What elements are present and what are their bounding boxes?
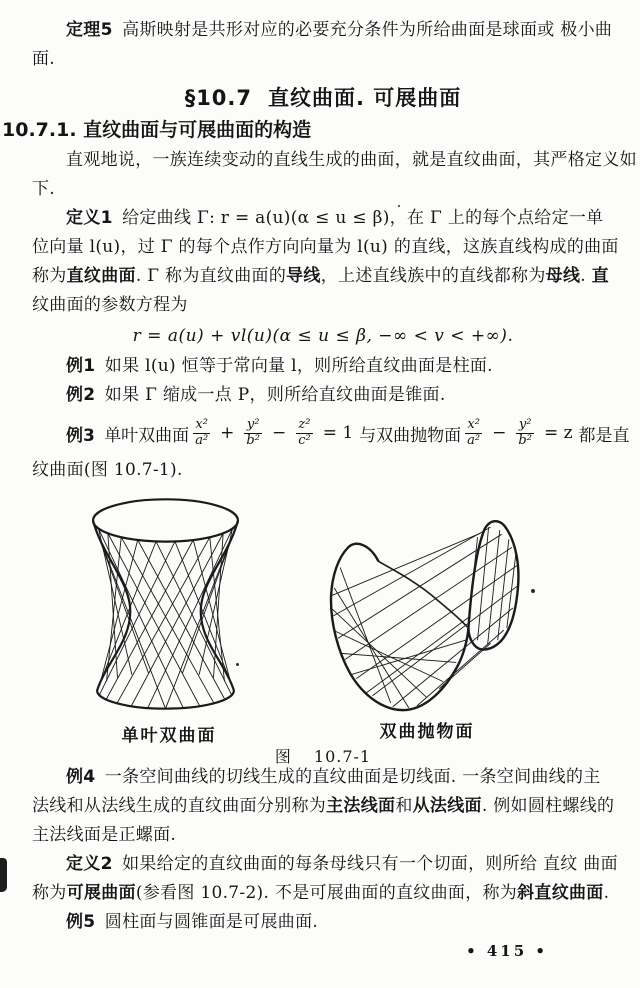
hyperboloid-ruling-line (99, 541, 175, 695)
example-4-line-2 (32, 792, 614, 821)
definition-2-label: 定义2 (66, 854, 113, 874)
example-5 (32, 908, 614, 937)
definition-1-line-4: 纹曲面的参数方程为 (32, 295, 188, 315)
definition-1 (32, 204, 619, 320)
fraction-z2-c2 (296, 418, 313, 449)
denominator: c² (298, 432, 311, 448)
hyperboloid-rulings (94, 523, 238, 709)
figure-10-7-1 (32, 489, 614, 766)
term-binormal-surface: 从法线面 (412, 796, 482, 816)
equals-one: = 1 (322, 423, 354, 443)
example-2-text: 如果 Γ 缩成一点 P，则所给直纹曲面是锥面. (104, 385, 446, 405)
caption-hyperbolic-paraboloid: 双曲抛物面 (379, 722, 475, 742)
intro-line-2: 下. (32, 179, 56, 199)
text-run: . Γ 称为直纹曲面的 (135, 266, 287, 286)
figure-caption (32, 744, 614, 767)
definition-1-line-3 (32, 262, 614, 291)
ink-smudge (0, 858, 7, 892)
numerator: z² (298, 416, 311, 432)
caption-hyperboloid: 单叶双曲面 (121, 726, 217, 746)
term-generator: 母线 (545, 266, 581, 286)
definition-2 (32, 850, 618, 908)
example-3-pre: 单叶双曲面 (104, 425, 190, 446)
hyperboloid-ruling-line (175, 541, 234, 690)
intro-paragraph (32, 146, 637, 204)
term-developable-surface: 可展曲面 (66, 883, 136, 903)
example-4-label: 例4 (66, 767, 96, 787)
example-2-label: 例2 (66, 385, 96, 405)
example-1-label: 例1 (66, 356, 96, 376)
definition-1-label: 定义1 (66, 208, 113, 228)
hyperboloid-ruling-line (148, 529, 233, 709)
denominator: a² (467, 432, 481, 448)
text-run: . (603, 883, 610, 903)
figure-number: 10.7-1 (313, 747, 372, 766)
example-5-text: 圆柱面与圆锥面是可展曲面. (104, 912, 319, 932)
fraction-x2-a2-2 (465, 418, 482, 449)
subsection-heading: 10.7.1. 直纹曲面与可展曲面的构造 (2, 119, 312, 141)
hyperboloid-ruling-line (97, 541, 156, 690)
numerator: x² (467, 416, 480, 432)
theorem-paragraph (32, 16, 614, 74)
denominator: b² (246, 432, 260, 448)
ink-speck (236, 663, 239, 666)
theorem-line-2: 面. (32, 49, 56, 69)
figure-word: 图 (274, 747, 292, 766)
section-heading (32, 84, 614, 112)
text-run: 法线和从法线生成的直纹曲面分别称为 (32, 796, 327, 816)
page-number: • 415 • (466, 942, 548, 960)
theorem-line-1 (32, 16, 614, 45)
hyperboloid-ruling-line (131, 533, 223, 706)
numerator: x² (195, 416, 208, 432)
minus-operator: − (271, 423, 287, 443)
section-title: 直纹曲面. 可展曲面 (268, 86, 462, 110)
example-1-text: 如果 l(u) 恒等于常向量 l，则所给直纹曲面是柱面. (104, 356, 493, 376)
hyperboloid-ruling-line (98, 529, 183, 709)
minus-operator: − (492, 423, 507, 443)
text-run: 称为 (32, 266, 67, 286)
ink-speck (531, 589, 535, 593)
term-ruled-surface: 直纹曲面 (66, 266, 136, 286)
term-directrix: 导线 (286, 266, 321, 286)
definition-2-text: 如果给定的直纹曲面的每条母线只有一个切面，则所给 直纹 曲面 (122, 854, 618, 874)
definition-2-line-1 (32, 850, 618, 879)
text-run: ，上述直线族中的直线都称为 (320, 266, 546, 286)
example-5-label: 例5 (66, 912, 96, 932)
numerator: y² (246, 416, 260, 432)
term-principal-normal-surface: 主法线面 (326, 796, 396, 816)
fraction-y2-b2-2 (516, 418, 534, 449)
definition-1-text: 给定曲线 Γ: r = a(u)(α ≤ u ≤ β)，在 Γ 上的每个点给定一单 (122, 208, 604, 228)
text-run: 和 (395, 796, 413, 816)
term-skew-ruled-surface: 斜直纹曲面 (517, 883, 604, 903)
definition-2-line-2 (32, 879, 614, 908)
fraction-y2-b2 (244, 418, 262, 449)
intro-line-1: 直观地说，一族连续变动的直线生成的曲面，就是直纹曲面，其严格定义如 (66, 150, 637, 170)
text-run: . (580, 266, 592, 286)
example-3-mid: 与双曲抛物面 (359, 425, 462, 446)
definition-1-line-2: 位向量 l(u)，过 Γ 的每个点作方向向量为 l(u) 的直线，这族直线构成的曲面 (32, 237, 619, 257)
example-3-label: 例3 (66, 425, 95, 446)
ink-speck (398, 205, 400, 207)
theorem-label: 定理5 (66, 20, 113, 40)
denominator: a² (195, 432, 209, 448)
hyperboloid-ruling-line (108, 533, 200, 706)
ruled-surface-parametric-formula: r = a(u) + vl(u)(α ≤ u ≤ β, −∞ < v < +∞). (132, 326, 514, 346)
plus-operator: + (220, 423, 235, 443)
example-3 (32, 410, 630, 456)
hyperboloid-ruling-line (98, 529, 131, 675)
saddle-rulings (331, 527, 518, 708)
text-run-bold: 直 (591, 266, 609, 286)
fraction-x2-a2 (193, 418, 210, 449)
hyperbolic-paraboloid-figure (326, 515, 523, 717)
section-number: §10.7 (184, 86, 253, 110)
text-run: (参看图 10.7-2). 不是可展曲面的直纹曲面，称为 (135, 883, 518, 903)
example-3-line-2: 纹曲面(图 10.7-1). (32, 460, 183, 480)
example-4 (32, 763, 614, 850)
numerator: y² (518, 416, 532, 432)
denominator: b² (518, 432, 532, 448)
hyperboloid-ruling-line (156, 541, 232, 695)
example-1 (32, 352, 614, 381)
theorem-text: 高斯映射是共形对应的必要充分条件为所给曲面是球面或 极小曲 (122, 20, 613, 40)
definition-1-line-1 (32, 204, 614, 233)
equals-z: = z (543, 423, 573, 443)
example-4-line-1 (32, 763, 614, 792)
hyperboloid-of-one-sheet-figure (88, 493, 244, 715)
example-2 (32, 381, 614, 410)
text-run: . 例如圆柱螺线的 (481, 796, 615, 816)
text-run: 称为 (32, 883, 67, 903)
example-4-line-3: 主法线面是正螺面. (32, 825, 177, 845)
example-3-post: 都是直 (578, 425, 630, 446)
example-4-text: 一条空间曲线的切线生成的直纹曲面是切线面. 一条空间曲线的主 (104, 767, 601, 787)
